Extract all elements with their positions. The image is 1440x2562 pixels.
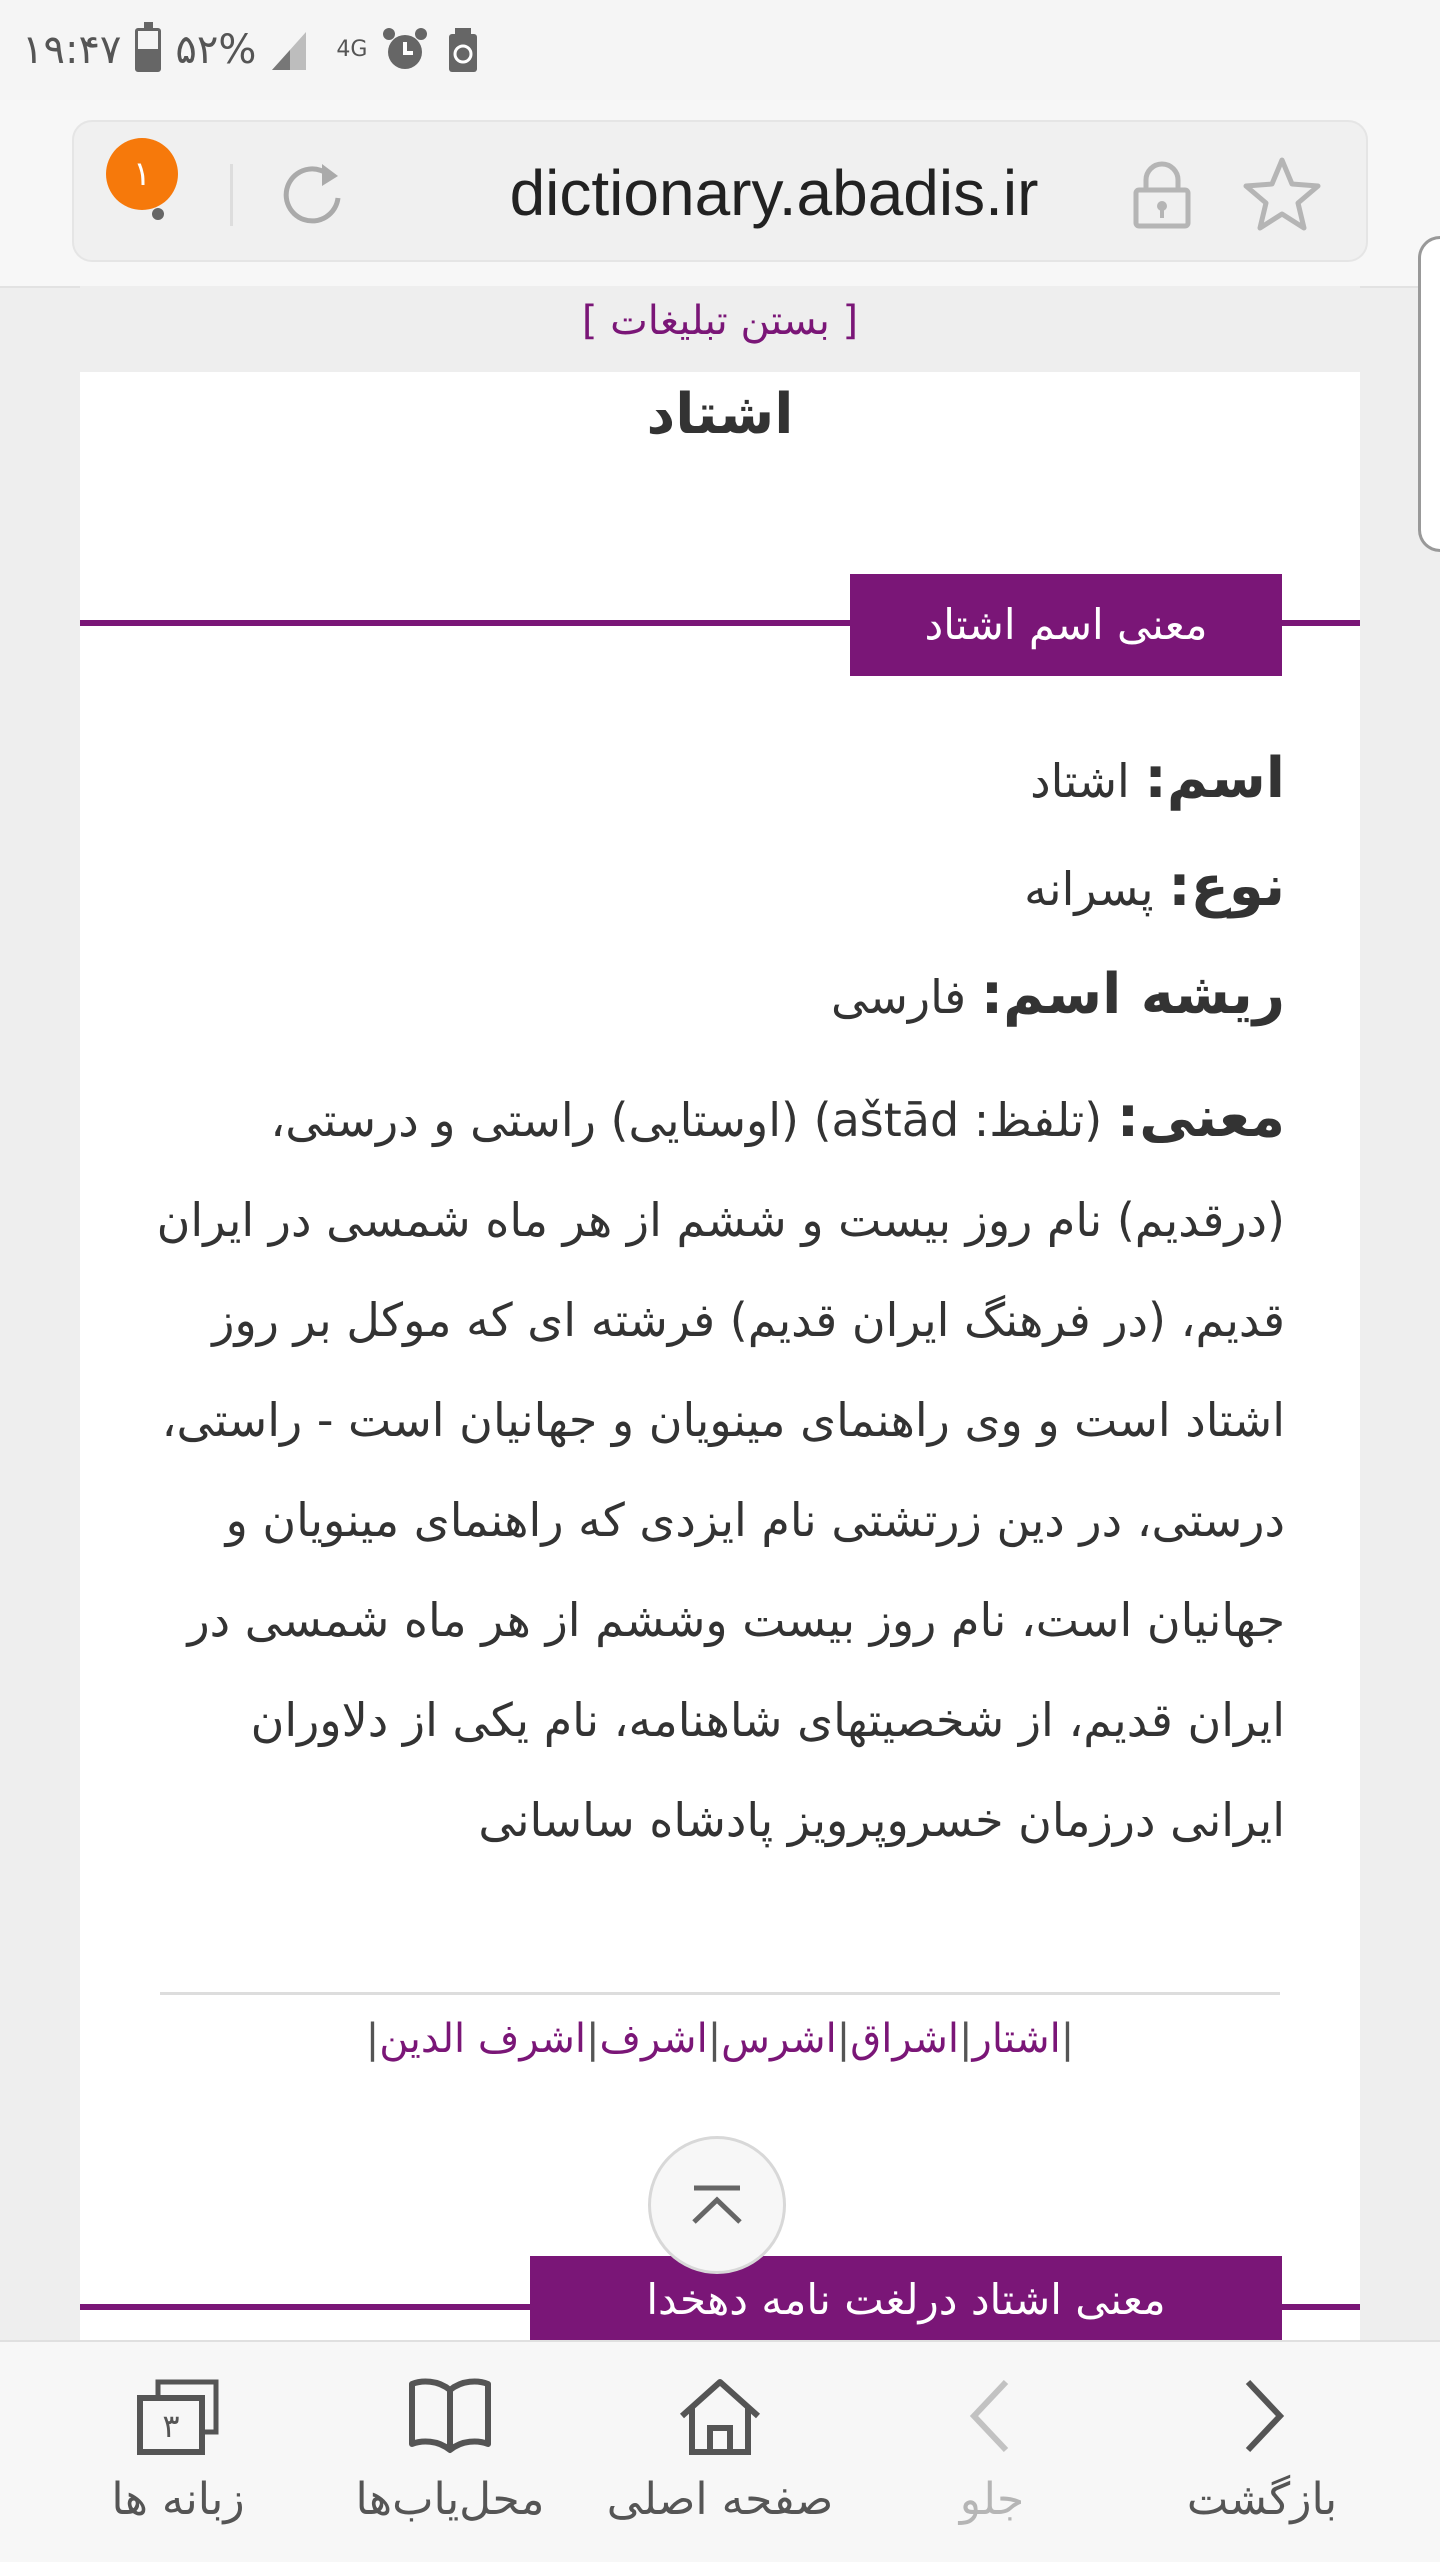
reload-icon[interactable] bbox=[272, 154, 352, 234]
tabs-icon bbox=[128, 2366, 228, 2466]
back-button[interactable] bbox=[1122, 2342, 1402, 2562]
forward-button[interactable] bbox=[852, 2342, 1132, 2562]
bottom-toolbar bbox=[0, 2340, 1440, 2562]
forward-label: جلو bbox=[959, 2474, 1025, 2525]
horizontal-rule bbox=[160, 1992, 1280, 1995]
content-card bbox=[80, 286, 1360, 2340]
home-icon bbox=[670, 2366, 770, 2466]
related-link[interactable]: اشرف الدین bbox=[379, 2016, 587, 2062]
network-type: 4G bbox=[336, 37, 368, 62]
meaning-label: معنی: bbox=[1116, 1085, 1285, 1150]
section-header-dehkhoda: معنی اشتاد درلغت نامه دهخدا bbox=[530, 2256, 1282, 2340]
root-label: ریشه اسم: bbox=[980, 962, 1285, 1027]
close-ads-link[interactable]: [ بستن تبلیغات ] bbox=[80, 286, 1360, 372]
meaning-paragraph bbox=[145, 1068, 1285, 1870]
section-header-name-meaning: معنی اسم اشتاد bbox=[850, 574, 1282, 676]
home-label: صفحه اصلی bbox=[606, 2474, 834, 2525]
related-link[interactable]: اشرس bbox=[721, 2016, 837, 2062]
edge-panel-handle[interactable] bbox=[1418, 236, 1440, 552]
tabs-button[interactable] bbox=[38, 2342, 318, 2562]
bookmarks-button[interactable] bbox=[310, 2342, 590, 2562]
meaning-text: (تلفظ: aštād) (اوستایی) راستی و درستی، (درقدیم) نام روز بیست و ششم از هر ماه شمسی در ایران قدیم، (در فرهنگ ایران قدیم) فرشته ای که موکل بر روز اشتاد است و وی راهنمای مینویان و جهانیان است - راستی، درستی، در دین زرتشتی نام ایزدی که راهنمای مینویان و جهانیان است، نام روز بیست وششم از هر ماه شمسی در ایران قدیم، از شخصیتهای شاهنامه، نام یکی از دلاوران ایرانی درزمان خسروپرویز پادشاه ساسانی bbox=[156, 1093, 1285, 1847]
divider bbox=[230, 164, 233, 226]
related-link[interactable]: اشرف bbox=[599, 2016, 708, 2062]
type-label: نوع: bbox=[1168, 854, 1285, 919]
tabs-count: ۳ bbox=[162, 2407, 180, 2445]
alarm-icon bbox=[381, 26, 429, 74]
browser-toolbar bbox=[0, 100, 1440, 288]
name-row bbox=[135, 746, 1285, 811]
menu-button[interactable] bbox=[92, 134, 212, 254]
name-value: اشتاد bbox=[1030, 754, 1130, 808]
lock-icon[interactable] bbox=[1124, 156, 1200, 232]
tabs-label: زبانه ها bbox=[111, 2474, 245, 2525]
related-link[interactable]: اشتار bbox=[972, 2016, 1061, 2062]
type-value: پسرانه bbox=[1024, 862, 1154, 916]
star-icon[interactable] bbox=[1242, 154, 1322, 234]
related-names: |اشتار|اشراق|اشرس|اشرف|اشرف الدین| bbox=[365, 2016, 1075, 2062]
root-value: فارسی bbox=[830, 970, 967, 1024]
name-label: اسم: bbox=[1144, 746, 1285, 811]
status-bar bbox=[0, 0, 1440, 100]
back-chevron-icon bbox=[1212, 2366, 1312, 2466]
url-text[interactable]: dictionary.abadis.ir bbox=[509, 157, 1039, 229]
battery-icon bbox=[135, 28, 161, 72]
root-row bbox=[135, 962, 1285, 1027]
scroll-to-top-button[interactable] bbox=[648, 2136, 786, 2274]
forward-chevron-icon bbox=[942, 2366, 1042, 2466]
book-icon bbox=[400, 2366, 500, 2466]
home-button[interactable] bbox=[580, 2342, 860, 2562]
bookmarks-label: محل‌یاب‌ها bbox=[355, 2474, 545, 2525]
status-icons bbox=[22, 20, 483, 80]
signal-icon bbox=[270, 28, 322, 72]
recycle-icon bbox=[443, 26, 483, 74]
clock-text: ۱۹:۴۷ bbox=[22, 27, 122, 73]
scroll-to-top-icon bbox=[648, 2136, 786, 2274]
page-title: اشتاد bbox=[646, 382, 794, 447]
back-label: بازگشت bbox=[1186, 2474, 1338, 2525]
type-row bbox=[135, 854, 1285, 919]
notification-badge: ۱ bbox=[106, 138, 178, 210]
address-bar[interactable] bbox=[72, 120, 1368, 262]
related-link[interactable]: اشراق bbox=[850, 2016, 960, 2062]
battery-percent: ۵۲% bbox=[175, 27, 257, 73]
